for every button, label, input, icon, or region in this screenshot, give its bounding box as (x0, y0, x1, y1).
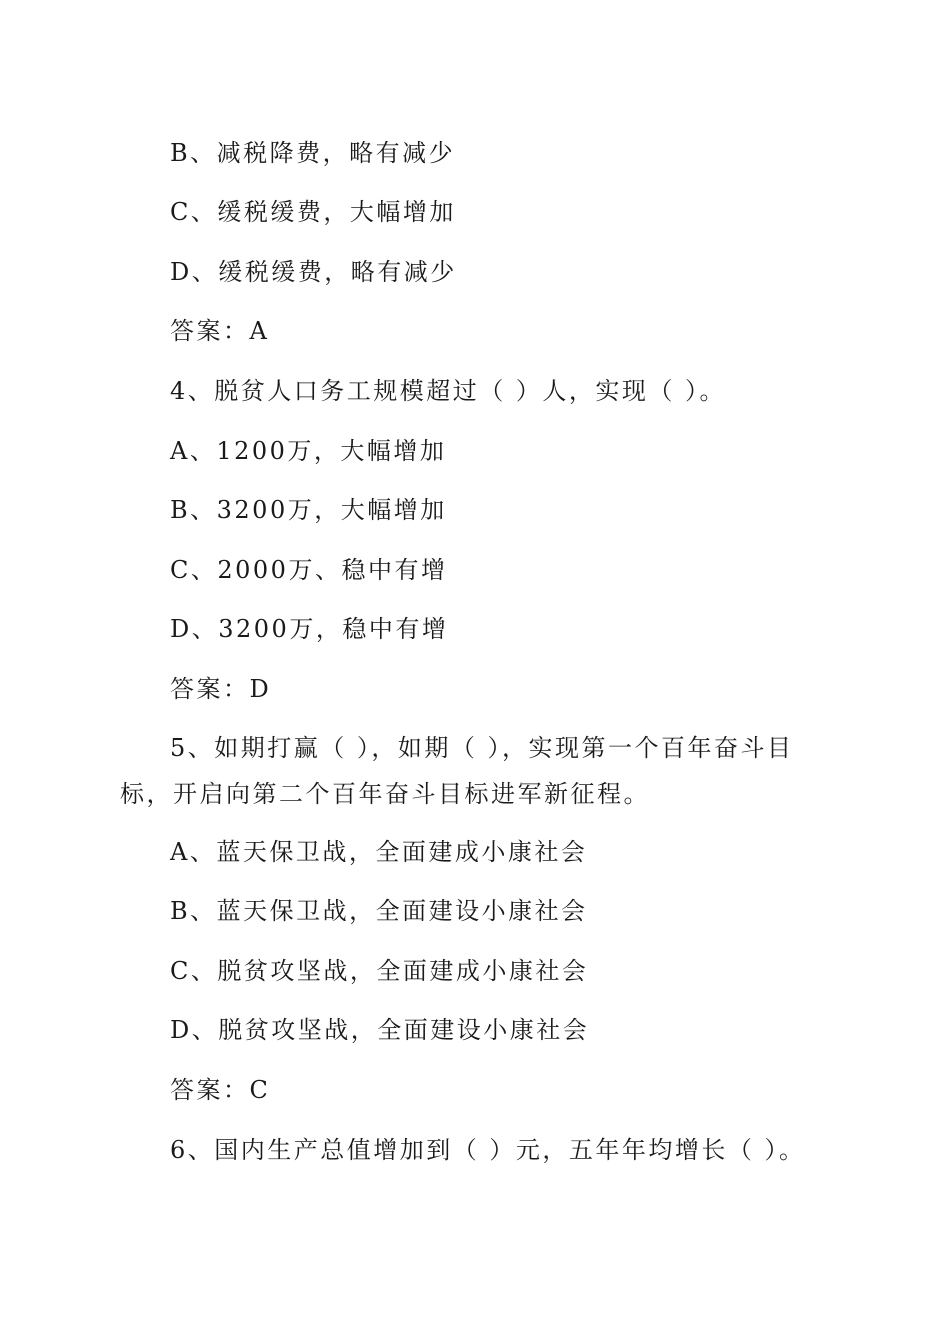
q3-option-d: D、缓税缓费，略有减少 (170, 258, 457, 286)
q4-option-a: A、1200万，大幅增加 (170, 437, 447, 465)
q5-question: 5、如期打赢（ ），如期（ ），实现第一个百年奋斗目标，开启向第二个百年奋斗目标进军新征程。 (120, 734, 794, 808)
q4-option-b: B、3200万，大幅增加 (170, 496, 447, 524)
q4-question: 4、脱贫人口务工规模超过（ ）人，实现（ ）。 (170, 377, 727, 405)
q5-option-c: C、脱贫攻坚战，全面建成小康社会 (170, 957, 589, 985)
q5-option-d: D、脱贫攻坚战，全面建设小康社会 (170, 1016, 590, 1044)
q4-option-c: C、2000万、稳中有增 (170, 556, 448, 584)
q4-option-d: D、3200万，稳中有增 (170, 615, 449, 643)
q5-answer: 答案：C (170, 1076, 271, 1104)
q4-answer: 答案：D (170, 675, 272, 703)
q6-question: 6、国内生产总值增加到（ ）元，五年年均增长（ ）。 (170, 1136, 806, 1164)
q5-option-b: B、蓝天保卫战，全面建设小康社会 (170, 897, 588, 925)
q5-option-a: A、蓝天保卫战，全面建成小康社会 (170, 838, 588, 866)
q3-option-c: C、缓税缓费，大幅增加 (170, 198, 456, 226)
q3-option-b: B、减税降费，略有减少 (170, 139, 456, 167)
q3-answer: 答案：A (170, 317, 270, 345)
